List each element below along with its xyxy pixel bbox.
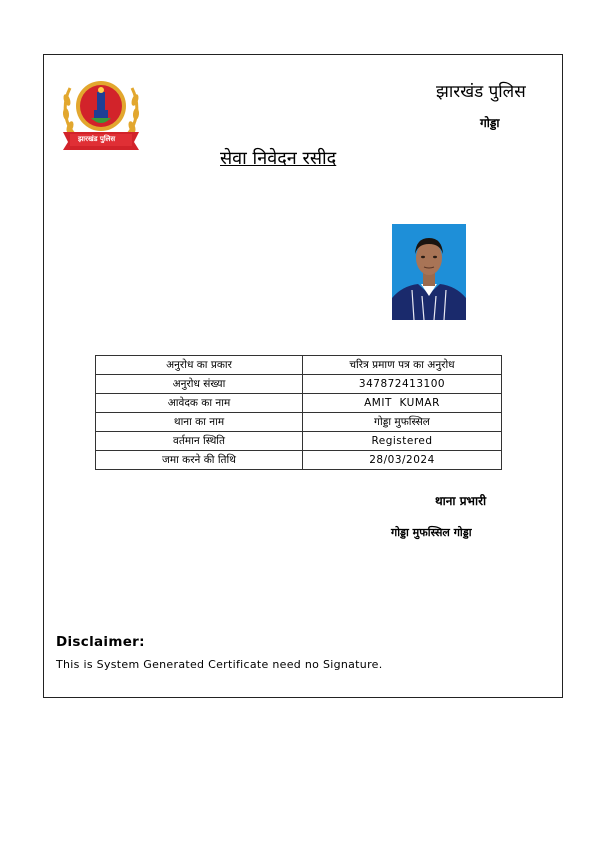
table-row: [96, 375, 502, 394]
table-row: [96, 356, 502, 375]
applicant-photo: [392, 224, 466, 320]
label-submission-date: जमा करने की तिथि: [96, 451, 303, 470]
value-police-station: गोड्डा मुफस्सिल: [303, 413, 502, 432]
table-row: [96, 394, 502, 413]
request-details-table: [95, 355, 502, 470]
label-request-type: अनुरोध का प्रकार: [96, 356, 303, 375]
value-request-type: चरित्र प्रमाण पत्र का अनुरोध: [303, 356, 502, 375]
disclaimer-text: This is System Generated Certificate need no Signature.: [56, 658, 383, 671]
value-request-number: 347872413100: [303, 375, 502, 394]
disclaimer-heading: Disclaimer:: [56, 634, 145, 650]
signatory-designation: थाना प्रभारी: [435, 494, 487, 508]
label-request-number: अनुरोध संख्या: [96, 375, 303, 394]
value-submission-date: 28/03/2024: [303, 451, 502, 470]
table-row: [96, 451, 502, 470]
signatory-station: गोड्डा मुफस्सिल गोड्डा: [391, 526, 472, 539]
label-current-status: वर्तमान स्थिति: [96, 432, 303, 451]
table-row: [96, 432, 502, 451]
organization-name: झारखंड पुलिस: [436, 82, 526, 102]
emblem-banner-text: झारखंड पुलिस: [78, 135, 116, 143]
district-name: गोड्डा: [480, 116, 500, 130]
value-current-status: Registered: [303, 432, 502, 451]
table-row: [96, 413, 502, 432]
receipt-title: सेवा निवेदन रसीद: [220, 148, 337, 169]
value-applicant-name: AMIT KUMAR: [303, 394, 502, 413]
label-police-station: थाना का नाम: [96, 413, 303, 432]
label-applicant-name: आवेदक का नाम: [96, 394, 303, 413]
emblem-motto: सेवा ही लक्ष्य: [86, 75, 114, 82]
